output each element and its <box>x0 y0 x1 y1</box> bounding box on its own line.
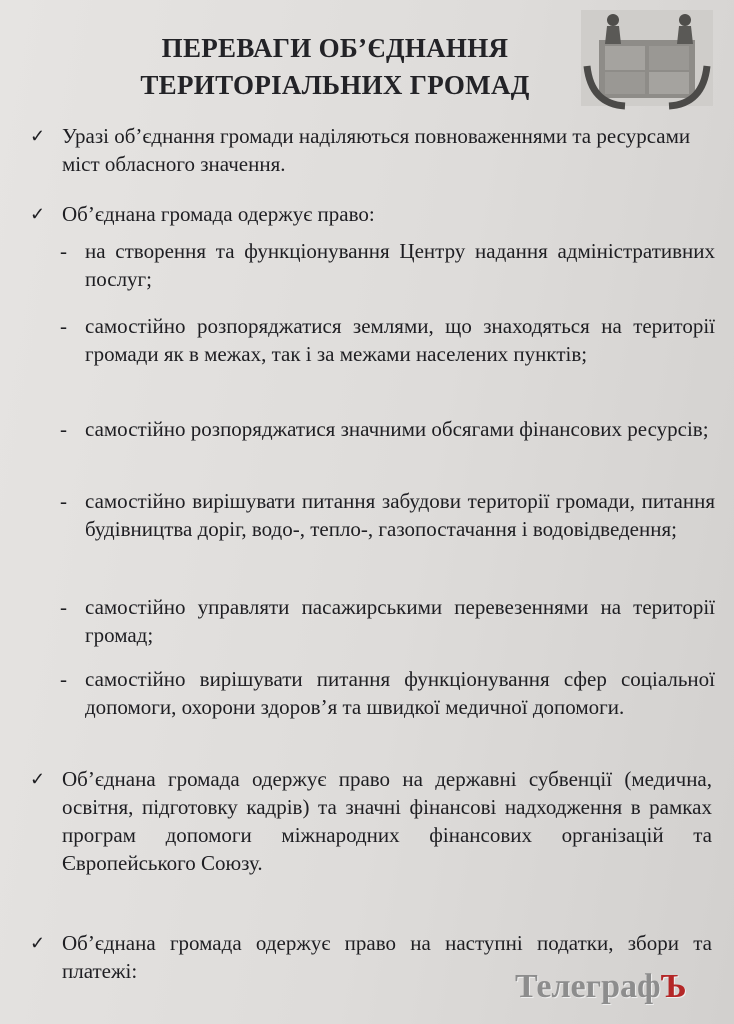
advantage-item-2: Об’єднана громада одержує право: <box>62 202 375 226</box>
dash-bullet: - <box>60 595 67 619</box>
title-line-1: ПЕРЕВАГИ ОБ’ЄДНАННЯ <box>161 33 509 63</box>
right-item-5: самостійно управляти пасажирськими перевезеннями на території громад; <box>85 595 715 647</box>
check-icon: ✓ <box>30 204 46 224</box>
right-item-1: на створення та функціонування Центру надання адміністративних послуг; <box>85 239 715 291</box>
check-icon: ✓ <box>30 933 46 953</box>
right-item-3: самостійно розпоряджатися значними обсягами фінансових ресурсів; <box>85 417 709 441</box>
dash-bullet: - <box>60 314 67 338</box>
dash-bullet: - <box>60 417 67 441</box>
advantage-item-3: Об’єднана громада одержує право на державні субвенції (медична, освітня, підготовку кадрів) та значні фінансові надходження в рамках програм допомоги міжнародних фінансових організацій та Європейського Союзу. <box>62 767 712 875</box>
document-title <box>100 30 570 104</box>
right-item-6: самостійно вирішувати питання функціонування сфер соціальної допомоги, охорони здоров’я та швидкої медичної допомоги. <box>85 667 715 719</box>
puzzle-people-icon <box>577 6 717 110</box>
advantage-item-1: Уразі об’єднання громади наділяються повноваженнями та ресурсами міст обласного значення. <box>62 124 691 176</box>
dash-bullet: - <box>60 239 67 263</box>
check-icon: ✓ <box>30 769 46 789</box>
check-icon: ✓ <box>30 126 46 146</box>
dash-bullet: - <box>60 489 67 513</box>
watermark-main: Телеграф <box>515 968 661 1005</box>
telegraf-watermark <box>515 968 687 1006</box>
advantage-item-4: Об’єднана громада одержує право на наступні податки, збори та платежі: <box>62 931 712 983</box>
dash-bullet: - <box>60 667 67 691</box>
title-line-2: ТЕРИТОРІАЛЬНИХ ГРОМАД <box>140 70 530 100</box>
right-item-4: самостійно вирішувати питання забудови території громади, питання будівництва доріг, водо-, тепло-, газопостачання і водовідведення; <box>85 489 715 541</box>
watermark-accent: Ъ <box>660 968 687 1005</box>
right-item-2: самостійно розпоряджатися землями, що знаходяться на території громади як в межах, так і за межами населених пунктів; <box>85 314 715 366</box>
